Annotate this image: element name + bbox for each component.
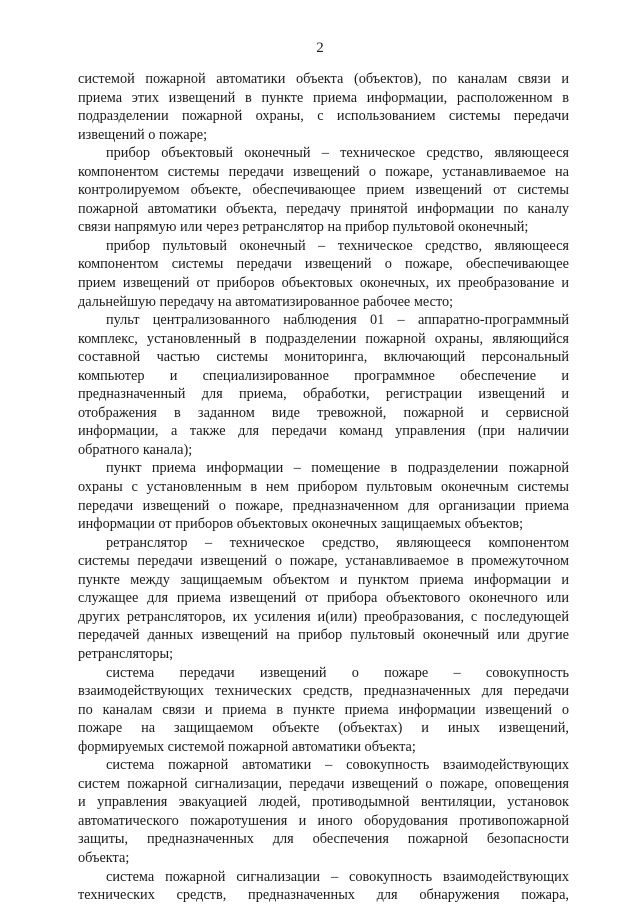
text-line: передачей данных извещений на прибор пультовый оконечный или другие xyxy=(78,627,569,644)
paragraph xyxy=(78,311,569,459)
text-line: информации, а также для передачи команд управления (при наличии xyxy=(78,423,569,440)
text-line: комплекс, установленный в подразделении пожарной охраны, являющийся xyxy=(78,330,569,347)
paragraph xyxy=(78,70,569,144)
document-body xyxy=(78,70,569,905)
text-line: служащее для приема извещений от прибора объектового оконечного или xyxy=(78,590,569,607)
text-line: связи напрямую или через ретранслятор на прибор пультовой оконечный; xyxy=(78,219,529,236)
text-line: пульт централизованного наблюдения 01 – аппаратно-программный xyxy=(106,312,569,329)
text-line: подразделении пожарной охраны, с использованием системы передачи xyxy=(78,108,569,125)
page-number: 2 xyxy=(316,40,324,56)
text-line: извещений о пожаре; xyxy=(78,126,208,143)
text-line: пункте между защищаемым объектом и пунктом приема информации и xyxy=(78,571,569,588)
paragraph xyxy=(78,459,569,533)
text-line: пожаре на защищаемом объекте (объектах) и иных извещений, xyxy=(78,720,569,737)
text-line: система передачи извещений о пожаре – совокупность xyxy=(106,664,569,681)
text-line: пункт приема информации – помещение в подразделении пожарной xyxy=(106,460,569,477)
text-line: ретрансляторы; xyxy=(78,645,174,662)
text-line: системой пожарной автоматики объекта (объектов), по каналам связи и xyxy=(78,71,569,87)
text-line: автоматического пожаротушения и иного оборудования противопожарной xyxy=(78,812,569,829)
text-line: технических средств, предназначенных для обнаружения пожара, xyxy=(78,887,569,904)
text-line: и управления эвакуацией людей, противодымной вентиляции, установок xyxy=(78,794,569,811)
text-line: информации от приборов объектовых оконечных защищаемых объектов; xyxy=(78,516,524,533)
text-line: система пожарной сигнализации – совокупность взаимодействующих xyxy=(106,868,569,885)
text-line: охраны с установленным в нем прибором пультовым оконечным системы xyxy=(78,479,569,496)
text-line: контролируемом объекте, обеспечивающее прием извещений от системы xyxy=(78,182,569,199)
text-line: прием извещений от приборов объектовых оконечных, их преобразование и xyxy=(78,275,569,292)
text-line: по каналам связи и приема в пункте приема информации извещений о xyxy=(78,701,569,718)
text-line: составной частью системы мониторинга, включающий персональный xyxy=(78,349,569,366)
text-line: компьютер и специализированное программное обеспечение и xyxy=(78,367,569,384)
text-line: систем пожарной сигнализации, передачи извещений о пожаре, оповещения xyxy=(78,775,569,792)
paragraph xyxy=(78,144,569,237)
text-line: приема этих извещений в пункте приема информации, расположенном в xyxy=(78,89,569,106)
text-line: прибор пультовый оконечный – техническое средство, являющееся xyxy=(106,237,569,254)
text-line: передачи извещений о пожаре, предназначенном для организации приема xyxy=(78,497,569,514)
text-line: отображения в заданном виде тревожной, пожарной и сервисной xyxy=(78,404,569,421)
text-line: ретранслятор – техническое средство, являющееся компонентом xyxy=(106,534,569,551)
text-line: взаимодействующих технических средств, предназначенных для передачи xyxy=(78,683,569,700)
paragraph xyxy=(78,664,569,757)
text-line: компонентом системы передачи извещений о пожаре, обеспечивающее xyxy=(78,256,569,273)
text-line: пожарной автоматики объекта, передачу принятой информации по каналу xyxy=(78,200,569,217)
text-line: объекта; xyxy=(78,849,130,866)
text-line: других ретрансляторов, их усиления и(или) преобразования, с последующей xyxy=(78,608,569,625)
paragraph xyxy=(78,756,569,867)
text-line: защиты, предназначенных для обеспечения пожарной безопасности xyxy=(78,831,569,848)
text-line: предназначенный для приема, обработки, регистрации извещений и xyxy=(78,386,569,403)
text-line: системы передачи извещений о пожаре, устанавливаемое в промежуточном xyxy=(78,553,569,570)
text-line: обратного канала); xyxy=(78,441,193,458)
text-line: компонентом системы передачи извещений о пожаре, устанавливаемое на xyxy=(78,163,569,180)
paragraph xyxy=(78,534,569,664)
paragraph xyxy=(78,237,569,311)
text-line: прибор объектовый оконечный – техническое средство, являющееся xyxy=(106,145,569,162)
paragraph xyxy=(78,868,569,905)
text-line: формируемых системой пожарной автоматики объекта; xyxy=(78,738,416,755)
text-line: дальнейшую передачу на автоматизированное рабочее место; xyxy=(78,293,454,310)
text-line: система пожарной автоматики – совокупность взаимодействующих xyxy=(106,757,569,774)
